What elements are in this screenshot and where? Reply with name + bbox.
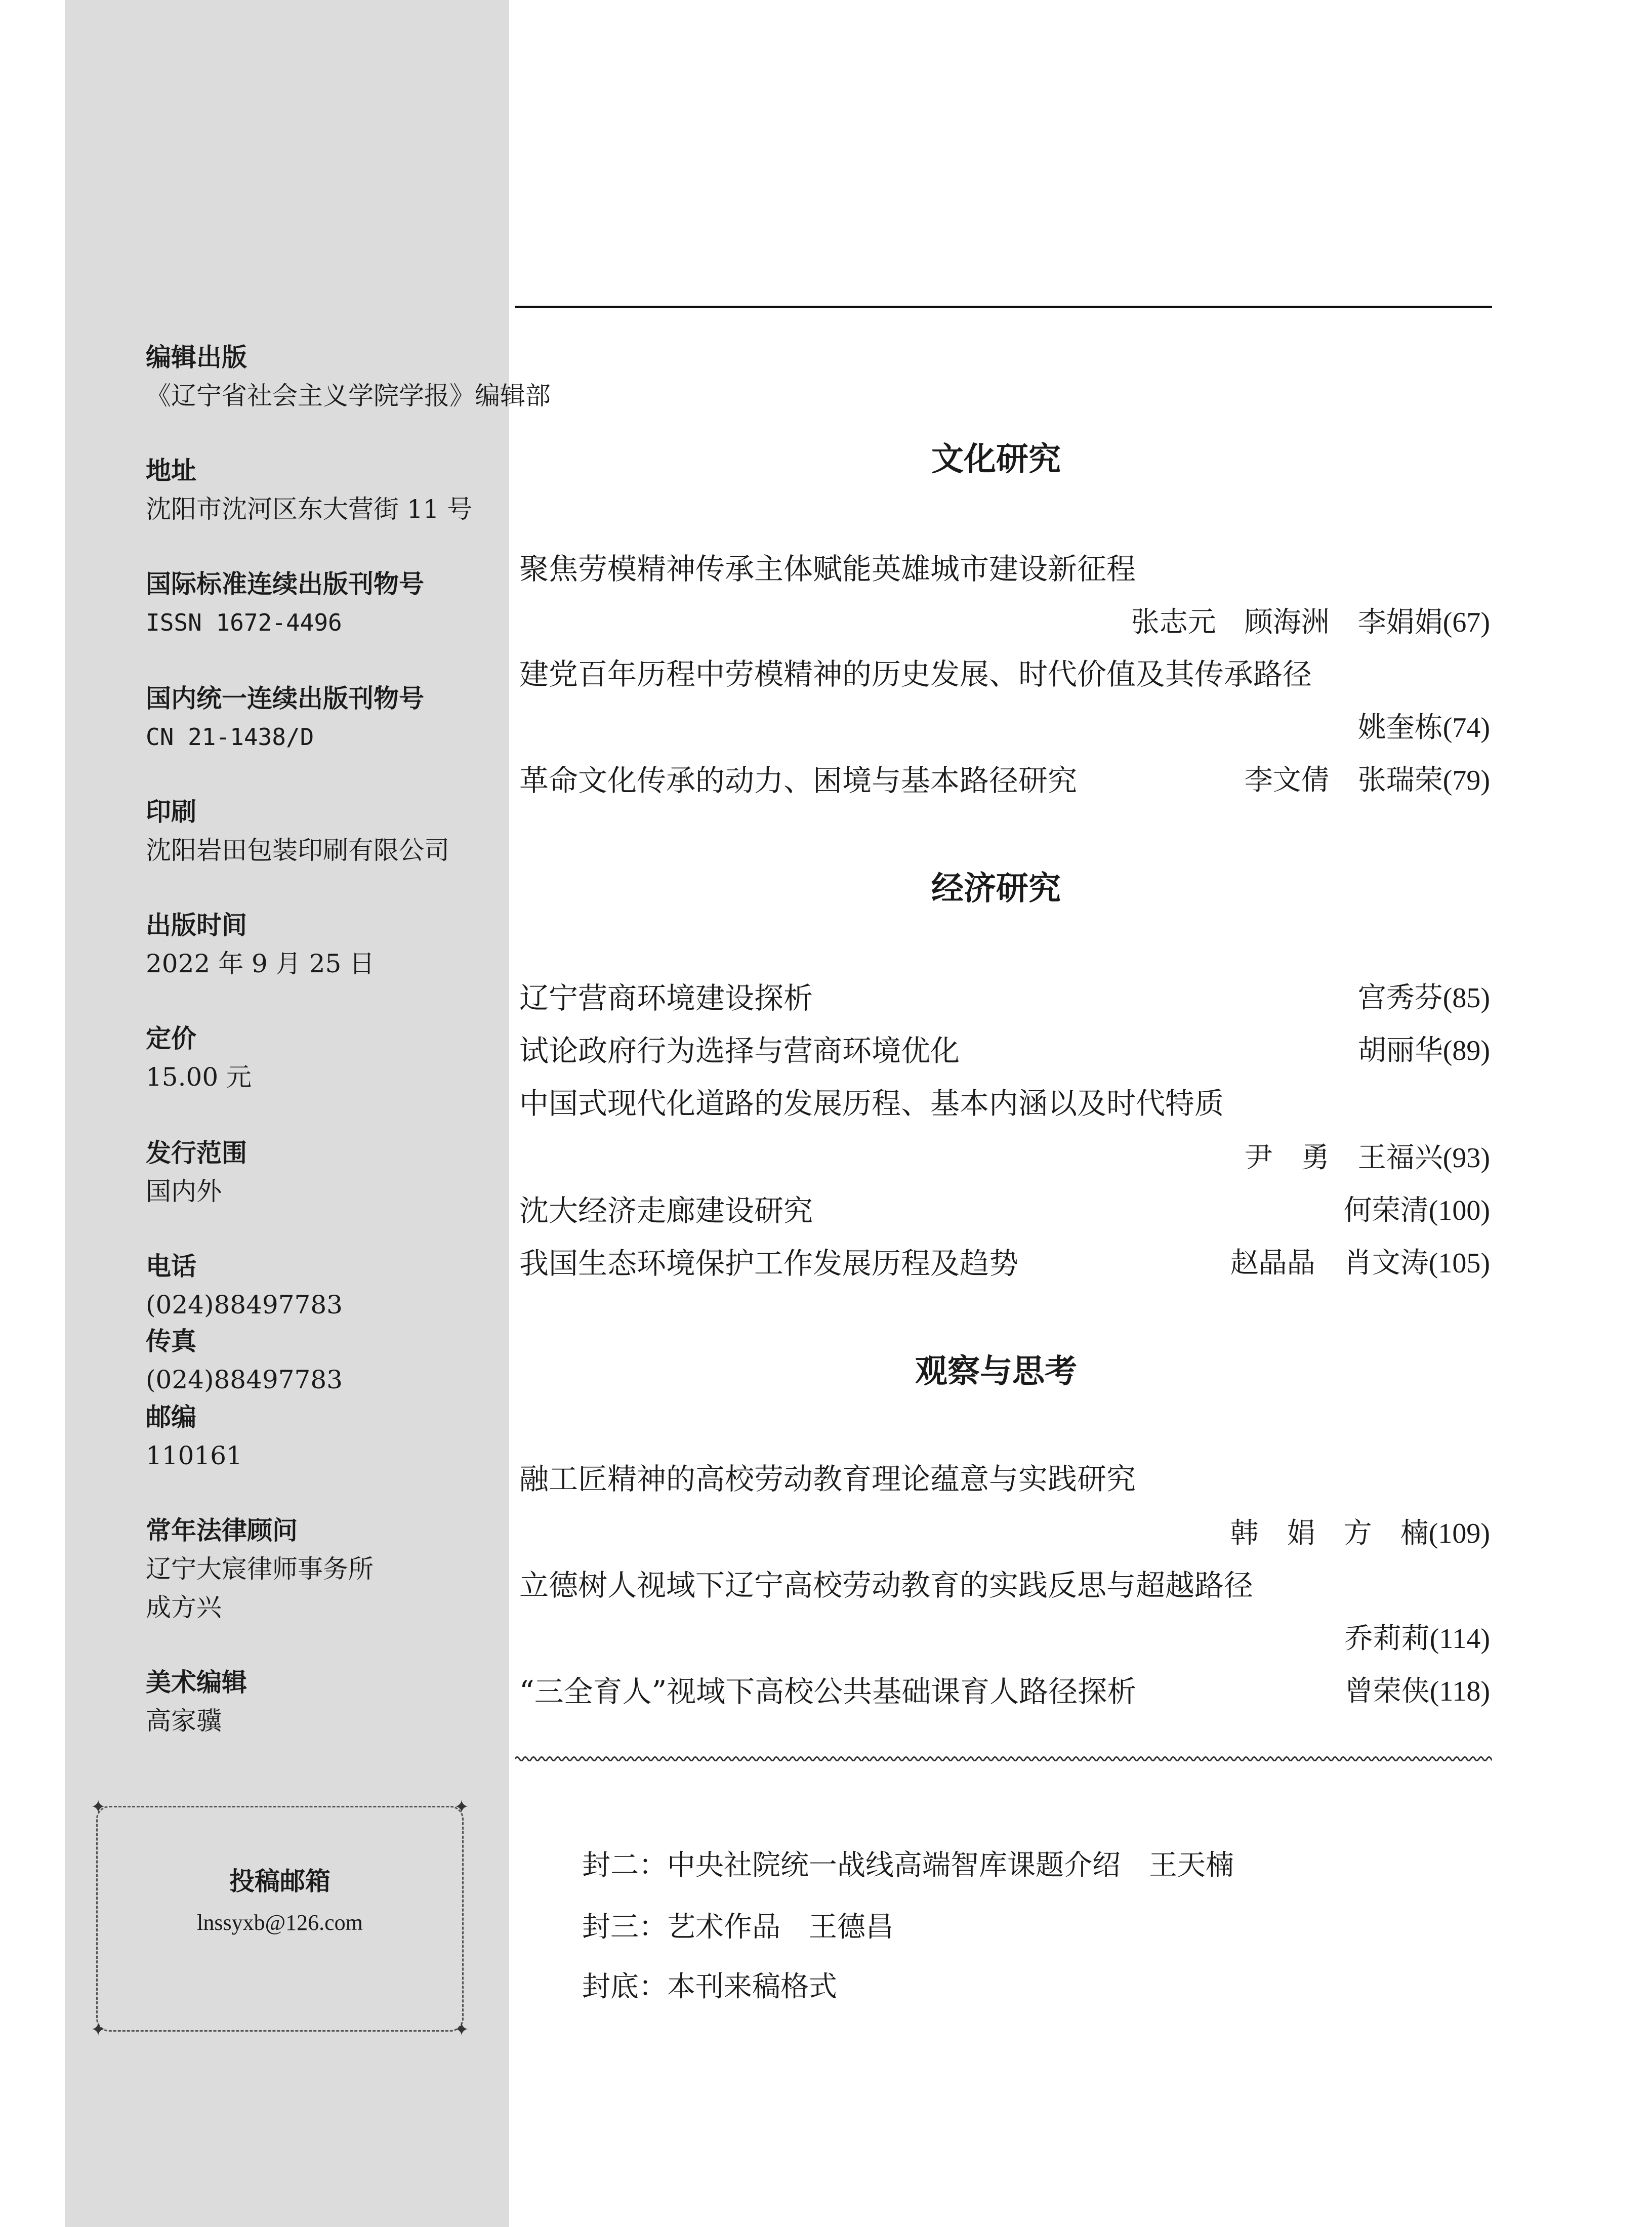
sidebar-item-distribution [146, 1134, 561, 1211]
article-authors [1345, 1672, 1490, 1711]
sidebar-value: 辽宁大宸律师事务所 [146, 1554, 374, 1584]
article-authors [1358, 1032, 1490, 1070]
star-icon: ✦ [91, 1797, 106, 1818]
sidebar-label: 地址 [146, 456, 196, 485]
cover-note-back: 封底：本刊来稿格式 [582, 1970, 837, 2003]
section-title-culture: 文化研究 [931, 441, 1061, 478]
sidebar-value: 沈阳市沈河区东大营街 11 号 [146, 494, 473, 524]
sidebar-item-art-editor [146, 1663, 561, 1740]
article-title[interactable]: 我国生态环境保护工作发展历程及趋势 [519, 1246, 1019, 1281]
article-authors [1358, 979, 1490, 1017]
sidebar-value: CN 21-1438/D [146, 723, 314, 751]
article-authors [1131, 603, 1490, 642]
submission-email[interactable]: lnssyxb@126.com [197, 1910, 363, 1935]
article-authors [1245, 761, 1490, 800]
page-number: (67) [1442, 607, 1490, 638]
page-number: (89) [1442, 1035, 1490, 1066]
article-title[interactable]: 融工匠精神的高校劳动教育理论蕴意与实践研究 [519, 1462, 1136, 1496]
sidebar-label: 国际标准连续出版刊物号 [146, 569, 424, 599]
author-names: 曾荣侠 [1344, 1675, 1430, 1708]
sidebar-value: ISSN 1672-4496 [146, 609, 342, 636]
sidebar-item-address [146, 451, 561, 528]
article-title[interactable]: 沈大经济走廊建设研究 [519, 1193, 813, 1228]
page-number: (109) [1428, 1518, 1490, 1549]
author-names: 胡丽华 [1357, 1034, 1443, 1067]
wavy-divider [515, 1752, 1492, 1765]
sidebar-value: 110161 [146, 1441, 242, 1470]
sidebar-label: 印刷 [146, 797, 196, 827]
page-number: (114) [1429, 1623, 1490, 1655]
article-authors [1230, 1514, 1490, 1553]
sidebar-label: 国内统一连续出版刊物号 [146, 684, 424, 713]
sidebar-value: 《辽宁省社会主义学院学报》编辑部 [146, 381, 551, 410]
sidebar-item-price [146, 1019, 561, 1096]
sidebar-value: 15.00 元 [146, 1062, 252, 1092]
sidebar-item-issn [146, 565, 561, 642]
sidebar-value: 2022 年 9 月 25 日 [146, 949, 375, 978]
sidebar-label: 邮编 [146, 1403, 196, 1432]
page-number: (85) [1442, 982, 1490, 1014]
sidebar-item-pubdate [146, 906, 561, 983]
article-authors [1345, 1620, 1490, 1658]
sidebar-label: 出版时间 [146, 911, 247, 940]
author-names: 乔莉莉 [1344, 1622, 1430, 1655]
sidebar-item-publisher [146, 338, 561, 415]
star-icon: ✦ [453, 2019, 469, 2040]
sidebar-label: 电话 [146, 1252, 196, 1281]
sidebar-item-postcode [146, 1398, 561, 1475]
sidebar-label: 传真 [146, 1327, 196, 1356]
sidebar-value: (024)88497783 [146, 1290, 343, 1319]
section-title-observation: 观察与思考 [915, 1353, 1077, 1390]
author-names: 尹 勇 王福兴 [1244, 1141, 1443, 1174]
sidebar-label: 定价 [146, 1024, 196, 1053]
page-number: (74) [1442, 712, 1490, 744]
sidebar-item-cn [146, 679, 561, 756]
submission-title: 投稿邮箱 [229, 1867, 331, 1896]
article-title[interactable]: 辽宁营商环境建设探析 [519, 981, 813, 1015]
sidebar-value: 沈阳岩田包装印刷有限公司 [146, 836, 449, 865]
star-icon: ✦ [453, 1797, 469, 1818]
sidebar-label: 常年法律顾问 [146, 1516, 298, 1545]
sidebar-item-fax [146, 1322, 561, 1399]
page-number: (93) [1442, 1142, 1490, 1174]
article-title[interactable]: 建党百年历程中劳模精神的历史发展、时代价值及其传承路径 [519, 657, 1312, 691]
article-title[interactable]: 立德树人视域下辽宁高校劳动教育的实践反思与超越路径 [519, 1568, 1254, 1602]
article-authors [1245, 1139, 1490, 1177]
sidebar-label: 发行范围 [146, 1138, 247, 1168]
page-number: (118) [1429, 1676, 1490, 1707]
cover-note-inside-back: 封三：艺术作品 王德昌 [582, 1911, 894, 1944]
sidebar-item-phone [146, 1247, 561, 1324]
sidebar-value: 高家骥 [146, 1706, 222, 1736]
author-names: 宫秀芬 [1357, 981, 1443, 1014]
article-title[interactable]: “三全育人”视域下高校公共基础课育人路径探析 [519, 1674, 1137, 1709]
sidebar-value: 国内外 [146, 1177, 222, 1206]
article-title[interactable]: 革命文化传承的动力、困境与基本路径研究 [519, 763, 1078, 798]
author-names: 张志元 顾海洲 李娟娟 [1131, 606, 1443, 639]
submission-box [91, 1797, 469, 2040]
article-title[interactable]: 试论政府行为选择与营商环境优化 [519, 1034, 960, 1068]
sidebar-item-legal [146, 1511, 561, 1627]
sidebar-item-printer [146, 793, 561, 870]
article-title[interactable]: 聚焦劳模精神传承主体赋能英雄城市建设新征程 [519, 552, 1136, 586]
top-divider [515, 306, 1492, 308]
cover-note-inside-front: 封二：中央社院统一战线高端智库课题介绍 王天楠 [582, 1849, 1234, 1882]
author-names: 何荣清 [1343, 1194, 1429, 1227]
section-title-economy: 经济研究 [931, 870, 1061, 908]
author-names: 李文倩 张瑞荣 [1244, 764, 1443, 797]
sidebar-label: 编辑出版 [146, 343, 247, 372]
article-authors [1230, 1244, 1490, 1283]
article-title[interactable]: 中国式现代化道路的发展历程、基本内涵以及时代特质 [519, 1086, 1224, 1121]
author-names: 姚奎栋 [1357, 711, 1443, 744]
author-names: 赵晶晶 肖文涛 [1230, 1247, 1429, 1280]
sidebar-value: 成方兴 [146, 1593, 222, 1622]
article-authors [1358, 709, 1490, 747]
article-authors [1344, 1191, 1490, 1230]
author-names: 韩 娟 方 楠 [1230, 1517, 1429, 1550]
sidebar-label: 美术编辑 [146, 1668, 247, 1697]
page-number: (105) [1428, 1248, 1490, 1279]
star-icon: ✦ [91, 2019, 106, 2040]
page-number: (100) [1428, 1195, 1490, 1226]
sidebar-value: (024)88497783 [146, 1365, 343, 1394]
page-number: (79) [1442, 765, 1490, 796]
